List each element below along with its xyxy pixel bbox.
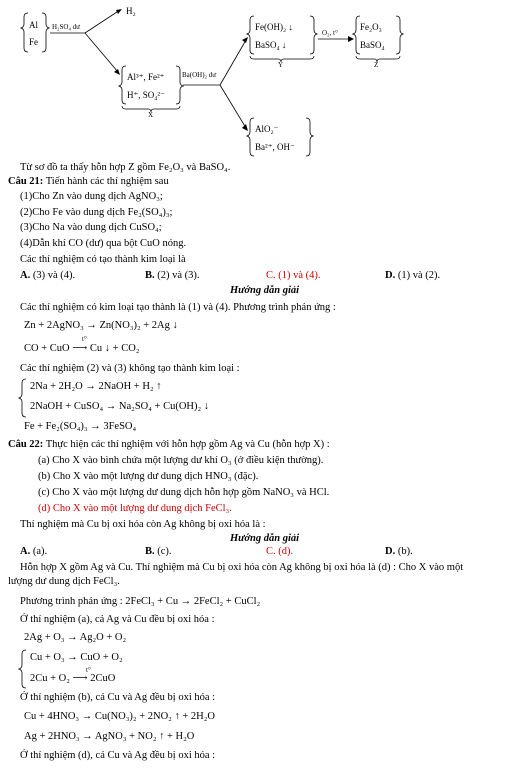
y-precipitate [247,16,317,69]
equation: 2Cu + O₂ ⟶ 2CuO [30,673,116,684]
sol-bottom: Ba²⁺, OH⁻ [255,142,295,152]
x-top: Al³⁺, Fe²⁺ [127,72,165,82]
answer-d [385,270,440,282]
question-prompt: Thí nghiệm mà Cu bị oxi hóa còn Ag không bị oxi hóa là : [20,519,266,530]
answer-letter: B. [145,270,155,281]
answer-c-correct: C. (1) và (4). [266,270,321,281]
text-line: Các thí nghiệm có kim loại tạo thành là (1) và (4). Phương trình phản ứng : [20,302,336,313]
equation: Cu + O₃ → CuO + O₂ [30,652,123,663]
z-label: Z [374,61,379,69]
question-label: Câu 21: [8,176,44,187]
answer-letter: D. [385,270,396,281]
z-solid [353,16,403,69]
option-line: (a) Cho X vào bình chứa một lượng dư khí O₃ (ở điều kiện thường). [38,455,324,466]
reagent-3: O₂, t° [322,29,338,37]
option-line-correct: (d) Cho X vào một lượng dư dung dịch FeCl₃. [38,503,232,514]
sol-top: AlO₂⁻ [255,124,279,134]
answer-letter: B. [145,546,155,557]
text-line: Ở thí nghiệm (a), cả Ag và Cu đều bị oxi hóa : [20,614,215,625]
answer-b [145,270,200,282]
option-line: (3)Cho Na vào dung dịch CuSO₄; [20,222,162,233]
option-line: (c) Cho X vào một lượng dư dung dịch hỗn hợp gồm NaNO₃ và HCl. [38,487,330,498]
option-line: (b) Cho X vào một lượng dư dung dịch HNO₃ (đặc). [38,471,259,482]
answer-letter: D. [385,546,396,557]
answer-text: (2) và (3). [154,270,200,281]
question-text: Thực hiện các thí nghiệm với hỗn hợp gồm Ag và Cu (hỗn hợp X) : [43,439,330,450]
reagent-2: Ba(OH)₂ dư [182,71,217,79]
text-line: Hỗn hợp X gồm Ag và Cu. Thí nghiệm mà Cu bị oxi hóa còn Ag không bị oxi hóa là (d) : Cho X vào một [20,562,464,573]
option-line: (1)Cho Zn vào dung dịch AgNO₃; [20,191,163,202]
answer-text: (b). [395,546,413,557]
text-line: lượng dư dung dịch FeCl₃. [8,576,120,587]
solution [247,118,313,156]
text-line: Từ sơ đồ ta thấy hỗn hợp Z gồm Fe₂O₃ và BaSO₄. [20,162,231,173]
equation-condition: t° [86,666,91,674]
x-label: X [148,111,154,119]
option-line: (2)Cho Fe vào dung dịch Fe₂(SO₄)₃; [20,207,173,218]
answer-c-correct: C. (d). [266,546,294,557]
z-top: Fe₂O₃ [360,22,382,32]
text-line: Các thí nghiệm (2) và (3) không tạo thành kim loại : [20,363,240,374]
answer-letter: A. [20,546,31,557]
answer-a [20,546,47,558]
question-prompt: Các thí nghiệm có tạo thành kim loại là [20,254,186,265]
start-top: Al [29,20,38,30]
equation: CO + CuO ⟶ Cu ↓ + CO₂ [24,343,140,354]
y-bottom: BaSO₄ ↓ [255,40,287,50]
question-label: Câu 22: [8,439,44,450]
z-bottom: BaSO₄ [360,40,385,50]
equation: 2Ag + O₃ → Ag₂O + O₂ [24,632,127,643]
option-line: (4)Dẫn khí CO (dư) qua bột CuO nóng. [20,238,187,249]
answer-text: (3) và (4). [30,270,76,281]
y-top: Fe(OH)₂ ↓ [255,22,293,32]
x-mixture [119,66,183,119]
question-21 [8,176,169,188]
answer-a [20,270,75,282]
brace-icon [18,378,28,418]
question-text: Tiến hành các thí nghiệm sau [43,176,169,187]
equation: Cu + 4HNO₃ → Cu(NO₃)₂ + 2NO₂ ↑ + 2H₂O [24,711,215,722]
equation: 2Na + 2H₂O → 2NaOH + H₂ ↑ [30,381,162,392]
equation: Ag + 2HNO₃ → AgNO₃ + NO₂ ↑ + H₂O [24,731,195,742]
answer-b [145,546,172,558]
equation: 2NaOH + CuSO₄ → Na₂SO₄ + Cu(OH)₂ ↓ [30,401,210,412]
equation-condition: t° [82,335,87,343]
text-line: Ở thí nghiệm (b), cả Cu và Ag đều bị oxi hóa : [20,692,216,703]
gas-product: H₂ [126,6,136,16]
guide-heading: Hướng dẫn giải [229,285,300,296]
question-22 [8,439,330,451]
y-label: Y [278,61,284,69]
text-line: Phương trình phản ứng : 2FeCl₃ + Cu → 2FeCl₂ + CuCl₂ [20,596,261,607]
start-mixture [21,13,49,52]
start-bottom: Fe [29,37,38,47]
brace-icon [18,649,28,689]
answer-text: (c). [154,546,172,557]
equation: Fe + Fe₂(SO₄)₃ → 3FeSO₄ [24,421,137,432]
answer-letter: A. [20,270,31,281]
reaction-diagram [0,0,529,165]
text-line: Ở thí nghiệm (d), cả Cu và Ag đều bị oxi hóa : [20,750,216,761]
answer-d [385,546,413,558]
answer-text: (1) và (2). [395,270,441,281]
reagent-1: H₂SO₄ dư [52,23,80,31]
answer-text: (a). [30,546,48,557]
equation: Zn + 2AgNO₃ → Zn(NO₃)₂ + 2Ag ↓ [24,320,178,331]
x-bottom: H⁺, SO₄²⁻ [127,90,165,100]
guide-heading: Hướng dẫn giải [229,533,300,544]
